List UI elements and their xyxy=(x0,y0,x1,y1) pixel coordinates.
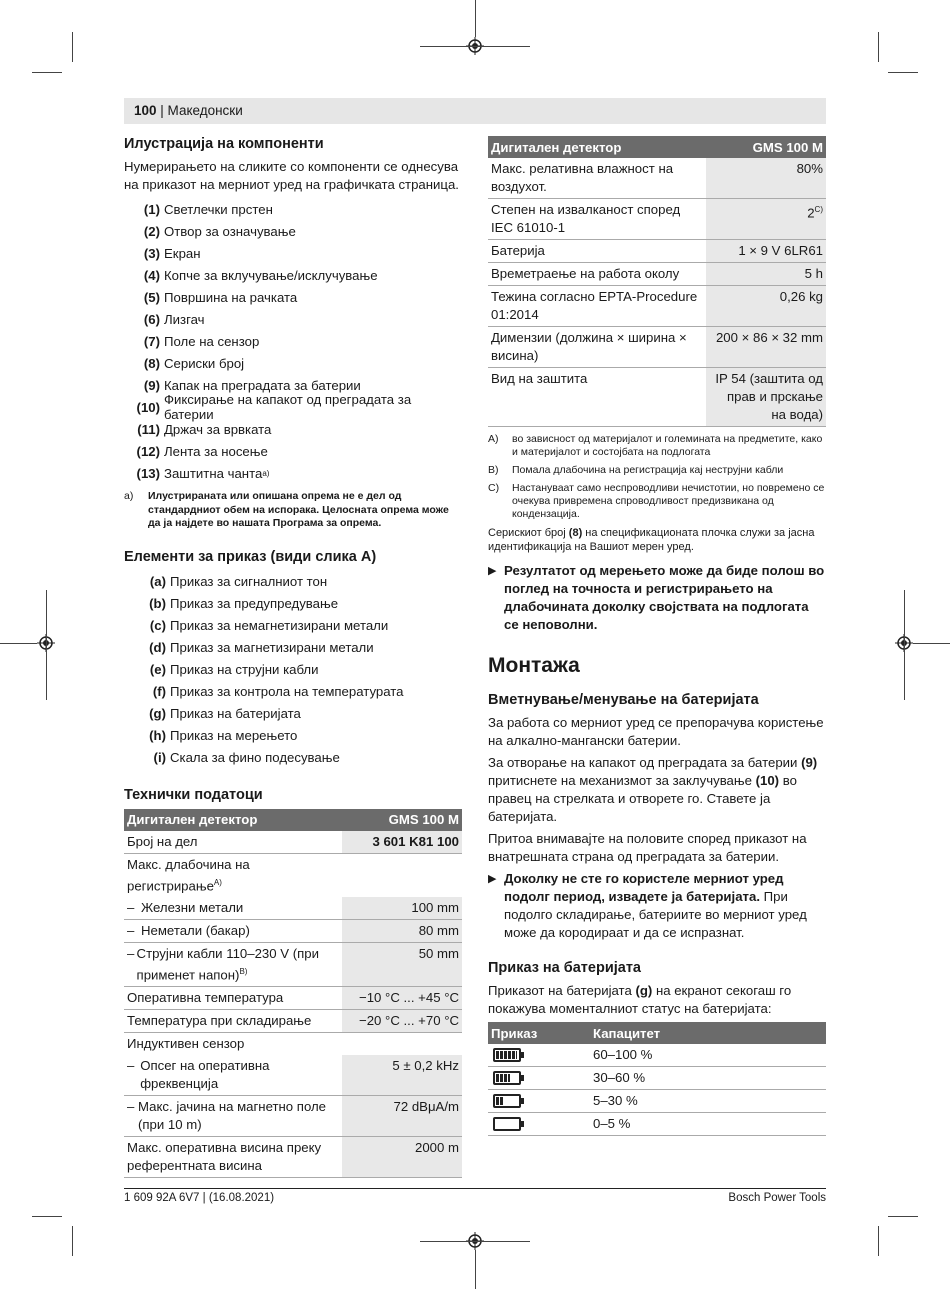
table-row xyxy=(124,987,462,1010)
label-text: Неметали (бакар) xyxy=(141,922,250,938)
item-number: (g) xyxy=(149,706,166,721)
item-label: Приказ на мерењето xyxy=(170,728,298,743)
item-number: (h) xyxy=(149,728,166,743)
label-wrap xyxy=(141,922,250,940)
value-text: 1 × 9 V 6LR61 xyxy=(738,243,823,258)
list-item xyxy=(124,637,462,659)
list-item xyxy=(124,264,462,286)
battery-icon xyxy=(493,1117,521,1131)
components-intro: Нумерирањето на сликите со компоненти се однесува на приказот на мерниот уред на графичката страница. xyxy=(124,159,459,192)
battery-capacity: 30–60 % xyxy=(590,1067,826,1090)
spec-value xyxy=(706,286,826,327)
battery-display-text: Приказот на батеријата (g) на екранот секогаш го покажува моменталниот статус на батеријата: xyxy=(488,983,792,1016)
spec-value xyxy=(342,1055,462,1096)
item-label: Површина на рачката xyxy=(164,289,298,305)
battery-col-header: Приказ xyxy=(488,1022,590,1044)
item-number: (8) xyxy=(143,355,160,371)
item-number: (d) xyxy=(149,640,166,655)
battery-fill xyxy=(496,1051,517,1059)
battery-insert-title: Вметнување/менување на батеријата xyxy=(488,692,759,708)
list-item xyxy=(124,747,462,769)
spec-label xyxy=(124,897,342,920)
page-header-text: 100 | Македонски xyxy=(134,103,243,118)
footnote-text: во зависност од материјалот и големината на предметите, како и материјалот и состојбата на подлогата xyxy=(512,433,823,458)
assembly-paragraph: За отворање на капакот од преградата за батерии (9) притиснете на механизмот за заклучување (10) во правец на стрелката и отворете го. Ставете ја батеријата. xyxy=(488,755,818,824)
list-item xyxy=(124,593,462,615)
table-row xyxy=(488,368,826,427)
tech-table-right xyxy=(488,136,826,427)
crop-mark xyxy=(475,1250,476,1289)
item-number: (6) xyxy=(143,311,160,327)
crop-mark xyxy=(0,643,37,644)
value-text: IP 54 (заштита од прав и прскање на вода) xyxy=(715,371,823,422)
spec-value xyxy=(706,368,826,427)
spec-label xyxy=(124,987,342,1010)
list-item xyxy=(124,615,462,637)
arrow-icon: ▶ xyxy=(488,873,497,885)
table-row xyxy=(488,1044,826,1067)
spec-label xyxy=(488,199,706,240)
footnote xyxy=(488,464,826,477)
crop-mark xyxy=(913,643,950,644)
spec-label xyxy=(124,1033,342,1056)
footer-doc-number: 1 609 92A 6V7 | (16.08.2021) xyxy=(124,1192,275,1204)
list-item xyxy=(124,242,462,264)
value-text: 0,26 kg xyxy=(779,289,823,304)
list-item xyxy=(124,330,462,352)
spec-value xyxy=(342,1096,462,1137)
spec-label xyxy=(124,1137,342,1178)
battery-capacity: 60–100 % xyxy=(590,1044,826,1067)
list-item xyxy=(124,220,462,242)
serial-note: Серискиот број (8) на спецификационата плочка служи за јасна идентификација на Вашиот мерен уред. xyxy=(488,527,815,553)
item-label: Скала за фино подесување xyxy=(170,750,340,765)
arrow-icon: ▶ xyxy=(488,565,497,577)
table-row xyxy=(488,263,826,286)
item-label: Заштитна чанта xyxy=(164,465,263,481)
label-text: Макс. јачина на магнетно поле (при 10 m) xyxy=(138,1099,327,1133)
item-number: (e) xyxy=(149,662,166,677)
assembly-title: Монтажа xyxy=(488,654,580,677)
dash: – xyxy=(127,922,135,938)
spec-value xyxy=(342,1137,462,1178)
footnote xyxy=(488,433,826,459)
indented-label xyxy=(127,899,339,917)
spec-value xyxy=(706,240,826,263)
footnote-text: Помала длабочина на регистрација кај неструјни кабли xyxy=(512,464,784,476)
item-number: (10) xyxy=(136,399,160,415)
item-number: (13) xyxy=(136,465,160,481)
table-row xyxy=(488,286,826,327)
components-title: Илустрација на компоненти xyxy=(124,136,324,152)
battery-col-header: Капацитет xyxy=(590,1022,826,1044)
value-text: 2000 m xyxy=(415,1140,459,1156)
storage-note: ▶ Доколку не сте го користеле мерниот уред подолг период, извадете ја батеријата. При подолго складирање, батериите во мерниот уред може да кородираат и да се испразнат. xyxy=(488,871,807,940)
item-number: (3) xyxy=(143,245,160,261)
item-number: (12) xyxy=(136,443,160,459)
spec-value xyxy=(342,853,462,897)
battery-icon xyxy=(493,1048,521,1062)
crop-mark xyxy=(888,1216,918,1217)
dash: – xyxy=(127,945,135,961)
battery-indicator xyxy=(488,1067,590,1090)
table-row xyxy=(124,1055,462,1096)
item-number: (f) xyxy=(152,684,166,699)
item-number: (1) xyxy=(143,201,160,217)
spec-value xyxy=(342,897,462,920)
value-text: 100 mm xyxy=(411,899,459,915)
footnote-text: Настануваат само неспроводливи нечистотии, но повремено се очекува привремена спроводливост предизвикана од кондензација. xyxy=(512,482,825,520)
footnote-label: C) xyxy=(488,482,500,494)
item-label: Приказ за немагнетизирани метали xyxy=(170,618,389,633)
spec-label xyxy=(488,286,706,327)
left-column xyxy=(124,136,462,1178)
value-text: 50 mm xyxy=(418,945,459,961)
crop-mark xyxy=(888,72,918,73)
crop-mark xyxy=(475,0,476,37)
spec-value xyxy=(342,831,462,854)
item-label: Капак на преградата за батерии xyxy=(164,377,361,393)
list-item xyxy=(124,352,462,374)
tech-col-header: GMS 100 M xyxy=(706,136,826,158)
display-elements-list xyxy=(124,571,462,769)
label-text: Вид на заштита xyxy=(491,371,588,386)
item-number: (9) xyxy=(143,377,160,393)
spec-label xyxy=(488,158,706,199)
list-item xyxy=(124,308,462,330)
value-text: 5 h xyxy=(804,266,823,281)
spec-value xyxy=(706,199,826,240)
label-text: Број на дел xyxy=(127,833,198,849)
spec-value xyxy=(342,919,462,942)
item-label: Лента за носење xyxy=(164,443,268,459)
battery-table xyxy=(488,1022,826,1136)
spec-label xyxy=(124,1010,342,1033)
display-elements-title: Елементи за приказ (види слика A) xyxy=(124,548,377,565)
crop-mark xyxy=(904,590,905,700)
table-row xyxy=(124,942,462,986)
indented-label xyxy=(127,1057,339,1093)
tech-col-header: GMS 100 M xyxy=(342,809,462,831)
superscript: C) xyxy=(814,205,823,214)
tech-title: Технички податоци xyxy=(124,786,263,803)
table-row xyxy=(124,831,462,854)
item-label: Приказ за магнетизирани метали xyxy=(170,640,374,655)
footnote-label: a) xyxy=(124,490,134,502)
item-label: Отвор за означување xyxy=(164,223,296,239)
table-row xyxy=(124,853,462,897)
item-label: Сериски број xyxy=(164,355,245,371)
table-row xyxy=(124,1096,462,1137)
label-text: Железни метали xyxy=(141,899,244,915)
label-text: Времетраење на работа околу xyxy=(491,266,680,281)
list-item xyxy=(124,571,462,593)
item-number: (a) xyxy=(149,574,166,589)
list-item xyxy=(124,725,462,747)
spec-value xyxy=(706,263,826,286)
tech-col-header: Дигитален детектор xyxy=(124,809,342,831)
list-item xyxy=(124,198,462,220)
item-label: Екран xyxy=(164,245,201,261)
crop-mark xyxy=(420,46,530,47)
label-wrap xyxy=(140,1057,339,1093)
spec-label xyxy=(488,327,706,368)
assembly-paragraph: За работа со мерниот уред се препорачува користење на алкално-мангански батерии. xyxy=(488,715,824,748)
label-wrap xyxy=(137,945,339,984)
item-number: (5) xyxy=(143,289,160,305)
value-text: 72 dBμA/m xyxy=(393,1099,459,1115)
spec-label xyxy=(124,942,342,986)
spec-value xyxy=(342,987,462,1010)
item-label: Приказ за сигналниот тон xyxy=(170,574,328,589)
crop-mark xyxy=(32,72,62,73)
superscript: A) xyxy=(213,877,222,887)
label-text: Тежина согласно EPTA-Procedure 01:2014 xyxy=(491,289,698,322)
label-text: Оперативна температура xyxy=(127,990,284,1006)
label-text: Струјни кабли 110–230 V (при применет напон) xyxy=(136,945,319,983)
item-number: (b) xyxy=(149,596,166,611)
assembly-paragraph: Притоа внимавајте на половите според приказот на внатрешната страна од преградата за батерии. xyxy=(488,831,807,864)
tech-col-header: Дигитален детектор xyxy=(488,136,706,158)
table-row xyxy=(124,1137,462,1178)
superscript: B) xyxy=(239,966,248,976)
table-row xyxy=(488,1067,826,1090)
label-text: Макс. оперативна висина преку референтната висина xyxy=(127,1140,322,1174)
footnote-label: B) xyxy=(488,464,499,476)
list-item xyxy=(124,703,462,725)
table-row xyxy=(488,1113,826,1136)
spec-label xyxy=(124,1055,342,1096)
battery-fill xyxy=(496,1097,503,1105)
spec-value xyxy=(342,1033,462,1056)
label-text: Батерија xyxy=(491,243,545,258)
item-label: Приказ за предупредување xyxy=(170,596,339,611)
item-number: (2) xyxy=(143,223,160,239)
label-text: Опсег на оперативна фреквенција xyxy=(140,1058,270,1092)
spec-value xyxy=(706,158,826,199)
table-row xyxy=(488,199,826,240)
battery-icon xyxy=(493,1094,521,1108)
crop-mark xyxy=(72,32,73,62)
crop-mark xyxy=(46,590,47,700)
label-wrap xyxy=(141,899,243,917)
accuracy-warning: ▶ Резултатот од мерењето може да биде полош во поглед на точноста и регистрирањето на длабочината доколку својствата на подлогата се неповолни. xyxy=(488,563,825,632)
battery-fill xyxy=(496,1074,510,1082)
components-list xyxy=(124,198,462,484)
crop-mark xyxy=(72,1226,73,1256)
label-text: Индуктивен сензор xyxy=(127,1036,245,1052)
label-text: Степен на извалканост според IEC 61010-1 xyxy=(491,202,681,235)
battery-indicator xyxy=(488,1044,590,1067)
item-label: Копче за вклучување/исклучување xyxy=(164,267,378,283)
spec-label xyxy=(488,368,706,427)
value-text: 80 mm xyxy=(418,922,459,938)
footer-brand: Bosch Power Tools xyxy=(728,1192,826,1204)
item-label: Држач за врвката xyxy=(164,421,272,437)
crop-mark xyxy=(32,1216,62,1217)
page-number: 100 xyxy=(134,103,157,118)
item-label: Поле на сензор xyxy=(164,333,260,349)
indented-label xyxy=(127,922,339,940)
item-number: (c) xyxy=(149,618,166,633)
label-text: Макс. релативна влажност на воздухот. xyxy=(491,161,674,194)
value-text: 3 601 K81 100 xyxy=(372,833,459,849)
value-text: 200 × 86 × 32 mm xyxy=(715,330,823,345)
item-label: Приказ за контрола на температурата xyxy=(170,684,404,699)
table-row xyxy=(124,1010,462,1033)
crop-mark xyxy=(420,1241,530,1242)
table-row xyxy=(488,327,826,368)
table-row xyxy=(488,240,826,263)
label-text: Димензии (должина × ширина × висина) xyxy=(491,330,687,363)
value-text: −20 °C ... +70 °C xyxy=(359,1013,459,1029)
dash: – xyxy=(127,1058,135,1074)
tech-footnotes xyxy=(488,433,826,521)
spec-label xyxy=(488,240,706,263)
list-item xyxy=(124,462,462,484)
list-item xyxy=(124,392,462,422)
table-row xyxy=(124,919,462,942)
label-text: Температура при складирање xyxy=(127,1013,312,1029)
table-row xyxy=(488,158,826,199)
spec-label xyxy=(488,263,706,286)
item-number: (4) xyxy=(143,267,160,283)
spec-label xyxy=(124,831,342,854)
dash: – xyxy=(127,899,135,915)
table-row xyxy=(124,897,462,920)
components-footnote xyxy=(124,490,462,531)
item-label: Светлечки прстен xyxy=(164,201,273,217)
list-item xyxy=(124,659,462,681)
battery-indicator xyxy=(488,1090,590,1113)
tech-table-left xyxy=(124,809,462,1179)
spec-label xyxy=(124,919,342,942)
item-label: Приказ на батеријата xyxy=(170,706,301,721)
indented-label xyxy=(127,945,339,984)
item-number: (i) xyxy=(153,750,166,765)
page-language: Македонски xyxy=(167,103,243,118)
label-text: Макс. длабочина на регистрирање xyxy=(127,856,250,893)
footnote-label: A) xyxy=(488,433,499,445)
table-row xyxy=(124,1033,462,1056)
spec-label xyxy=(124,853,342,897)
battery-capacity: 5–30 % xyxy=(590,1090,826,1113)
item-label: Фиксирање на капакот од преградата за батерии xyxy=(164,392,412,422)
spec-value xyxy=(706,327,826,368)
indented-label xyxy=(127,1098,339,1134)
battery-icon xyxy=(493,1071,521,1085)
dash: – xyxy=(127,1099,135,1115)
spec-value xyxy=(342,1010,462,1033)
value-text: 80% xyxy=(796,161,823,176)
battery-display-title: Приказ на батеријата xyxy=(488,960,641,976)
item-label: Лизгач xyxy=(164,311,205,327)
label-wrap xyxy=(138,1098,339,1134)
spec-label xyxy=(124,1096,342,1137)
battery-indicator xyxy=(488,1113,590,1136)
value-text: 2 xyxy=(807,205,815,221)
value-text: −10 °C ... +45 °C xyxy=(359,990,459,1006)
list-item xyxy=(124,440,462,462)
footnote-text: Илустрираната или опишана опрема не е дел од стандардниот обем на испорака. Целосната опрема може да ја најдете во нашата Програма за опрема. xyxy=(148,490,449,529)
crop-mark xyxy=(878,32,879,62)
right-column xyxy=(488,136,826,1136)
item-number: (11) xyxy=(137,421,160,437)
battery-capacity: 0–5 % xyxy=(590,1113,826,1136)
list-item xyxy=(124,681,462,703)
value-text: 5 ± 0,2 kHz xyxy=(392,1058,459,1074)
spec-value xyxy=(342,942,462,986)
list-item xyxy=(124,286,462,308)
footnote xyxy=(488,482,826,521)
item-label: Приказ на струјни кабли xyxy=(170,662,319,677)
crop-mark xyxy=(878,1226,879,1256)
table-row xyxy=(488,1090,826,1113)
superscript: a) xyxy=(262,468,270,478)
footer-rule xyxy=(124,1188,826,1189)
item-number: (7) xyxy=(143,333,160,349)
